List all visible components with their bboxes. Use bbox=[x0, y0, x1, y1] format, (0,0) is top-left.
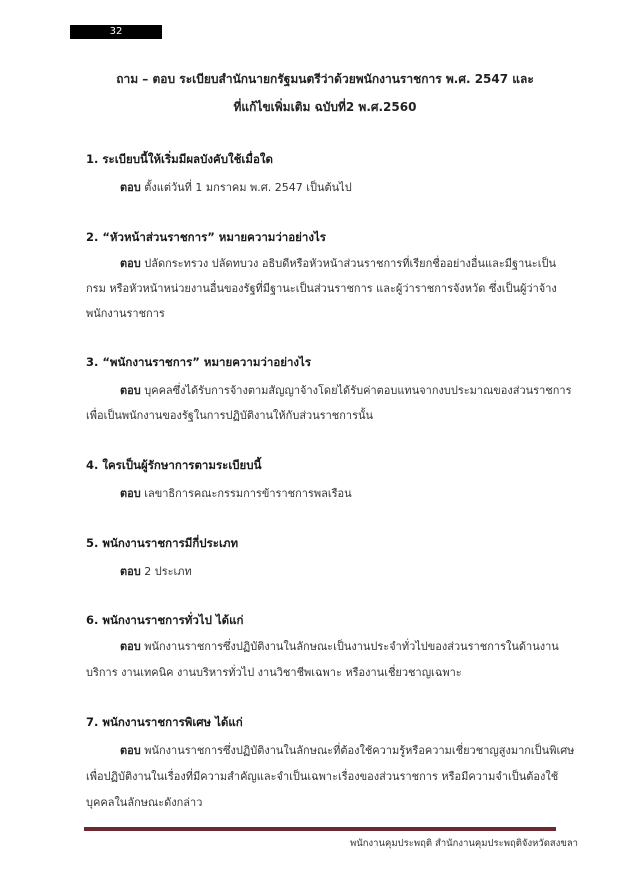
answer-text: ตั้งแต่วันที่ 1 มกราคม พ.ศ. 2547 เป็นต้นไป bbox=[144, 181, 352, 194]
answer-7-line-1 bbox=[120, 741, 574, 759]
footer-divider bbox=[84, 827, 556, 831]
answer-text: 2 ประเภท bbox=[144, 565, 192, 578]
answer-7-line-2: เพื่อปฏิบัติงานในเรื่องที่มีความสำคัญและจำเป็นเฉพาะเรื่องของส่วนราชการ หรือมีความจำเป็นต้องใช้ bbox=[86, 770, 559, 783]
answer-7-line-3: บุคคลในลักษณะดังกล่าว bbox=[86, 796, 203, 809]
question-6: 6. พนักงานราชการทั่วไป ได้แก่ bbox=[86, 613, 244, 627]
page-number: 32 bbox=[70, 25, 162, 39]
answer-text: พนักงานราชการซึ่งปฏิบัติงานในลักษณะเป็นงานประจำทั่วไปของส่วนราชการในด้านงาน bbox=[144, 640, 559, 653]
document-title-line-2: ที่แก้ไขเพิ่มเติม ฉบับที่2 พ.ศ.2560 bbox=[233, 100, 417, 114]
answer-4-line-1 bbox=[120, 484, 352, 502]
question-2: 2. “หัวหน้าส่วนราชการ” หมายความว่าอย่างไร bbox=[86, 230, 326, 244]
answer-label: ตอบ bbox=[120, 181, 141, 194]
question-5: 5. พนักงานราชการมีกี่ประเภท bbox=[86, 536, 239, 550]
answer-6-line-1 bbox=[120, 637, 559, 655]
answer-label: ตอบ bbox=[120, 744, 141, 757]
answer-3-line-1 bbox=[120, 381, 571, 399]
answer-label: ตอบ bbox=[120, 487, 141, 500]
answer-text: บุคคลซึ่งได้รับการจ้างตามสัญญาจ้างโดยได้รับค่าตอบแทนจากงบประมาณของส่วนราชการ bbox=[144, 384, 572, 397]
answer-label: ตอบ bbox=[120, 640, 141, 653]
answer-1-line-1 bbox=[120, 178, 352, 196]
answer-label: ตอบ bbox=[120, 565, 141, 578]
document-title-line-1: ถาม – ตอบ ระเบียบสำนักนายกรัฐมนตรีว่าด้วยพนักงานราชการ พ.ศ. 2547 และ bbox=[116, 72, 534, 86]
question-3: 3. “พนักงานราชการ” หมายความว่าอย่างไร bbox=[86, 355, 312, 369]
question-1: 1. ระเบียบนี้ให้เริ่มมีผลบังคับใช้เมื่อใด bbox=[86, 152, 273, 166]
question-4: 4. ใครเป็นผู้รักษาการตามระเบียบนี้ bbox=[86, 458, 262, 472]
answer-label: ตอบ bbox=[120, 257, 141, 270]
question-7: 7. พนักงานราชการพิเศษ ได้แก่ bbox=[86, 715, 243, 729]
answer-3-line-2: เพื่อเป็นพนักงานของรัฐในการปฏิบัติงานให้กับส่วนราชการนั้น bbox=[86, 409, 374, 422]
answer-text: เลขาธิการคณะกรรมการข้าราชการพลเรือน bbox=[144, 487, 352, 500]
answer-2-line-1 bbox=[120, 254, 556, 272]
footer-text: พนักงานคุมประพฤติ สำนักงานคุมประพฤติจังหวัดสงขลา bbox=[350, 838, 578, 849]
answer-2-line-2: กรม หรือหัวหน้าหน่วยงานอื่นของรัฐที่มีฐานะเป็นส่วนราชการ และผู้ว่าราชการจังหวัด ซึ่งเป็นผู้ว่าจ้าง bbox=[86, 282, 557, 295]
answer-text: ปลัดกระทรวง ปลัดทบวง อธิบดีหรือหัวหน้าส่วนราชการที่เรียกชื่ออย่างอื่นและมีฐานะเป็น bbox=[144, 257, 556, 270]
answer-2-line-3: พนักงานราชการ bbox=[86, 307, 165, 320]
answer-6-line-2: บริการ งานเทคนิค งานบริหารทั่วไป งานวิชาชีพเฉพาะ หรืองานเชี่ยวชาญเฉพาะ bbox=[86, 666, 462, 679]
answer-label: ตอบ bbox=[120, 384, 141, 397]
answer-5-line-1 bbox=[120, 562, 192, 580]
answer-text: พนักงานราชการซึ่งปฏิบัติงานในลักษณะที่ต้องใช้ความรู้หรือความเชี่ยวชาญสูงมากเป็นพิเศษ bbox=[144, 744, 575, 757]
